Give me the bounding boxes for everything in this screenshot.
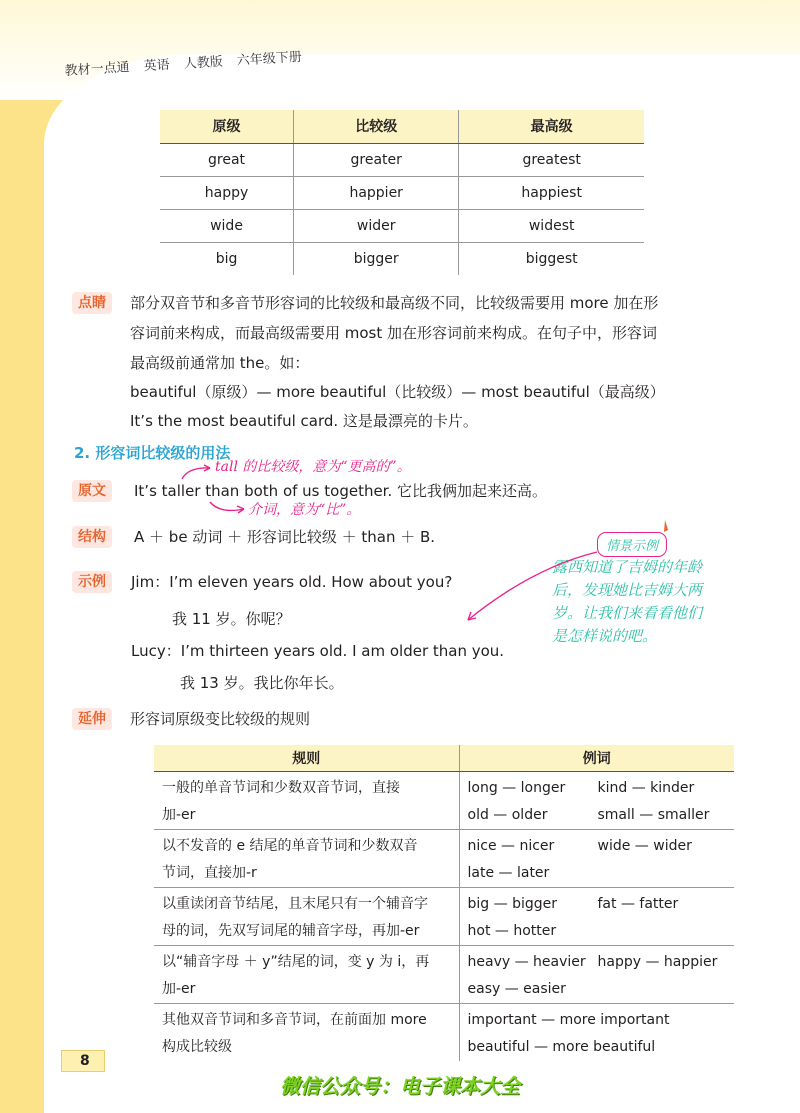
dianjing-tag: 点睛: [72, 292, 112, 314]
example-word: heavy — heavier: [467, 953, 586, 970]
table-cell: happiest: [459, 176, 644, 209]
yanshen-tag: 延伸: [72, 708, 112, 730]
example-word: beautiful — more beautiful: [467, 1038, 656, 1055]
table-header-row: [160, 110, 644, 143]
dianjing-line-3: 最高级前通常加 the。如：: [130, 354, 310, 372]
example-word: nice — nicer: [467, 837, 555, 854]
table-cell: widest: [459, 209, 644, 242]
scene-arrow-icon: [462, 548, 602, 628]
dianjing-example-1: beautiful（原级）— more beautiful（比较级）— most beautiful（最高级）: [130, 383, 665, 401]
rule-text: 以不发音的 e 结尾的单音节词和少数双音: [162, 837, 418, 854]
example-word: late — later: [467, 864, 550, 881]
table-cell: big: [215, 250, 238, 267]
rule-text: 以“辅音字母 ＋ y”结尾的词，变 y 为 i，再: [162, 953, 430, 970]
table-row: [154, 1003, 734, 1061]
example-word: fat — fatter: [597, 895, 679, 912]
table-cell: bigger: [294, 242, 459, 275]
table-cell: happier: [294, 176, 459, 209]
header-book: 教材一点通: [64, 60, 131, 79]
example-word: happy — happier: [597, 953, 718, 970]
rule-cell: [154, 829, 459, 887]
table-row: [160, 143, 644, 176]
rules-table: [154, 745, 734, 1061]
header-edition: 人教版: [183, 54, 224, 72]
dialogue-jim-cn: 我 11 岁。你呢？: [172, 610, 291, 628]
dianjing-line-2: 容词前来构成，而最高级需要用 most 加在形容词前来构成。在句子中，形容词: [130, 324, 658, 342]
rule-text: 构成比较级: [162, 1038, 232, 1055]
structure-formula: A ＋ be 动词 ＋ 形容词比较级 ＋ than ＋ B.: [134, 528, 436, 546]
dialogue-lucy-cn: 我 13 岁。我比你年长。: [180, 674, 344, 692]
rule-text: 母的词，先双写词尾的辅音字母，再加-er: [162, 922, 420, 939]
table-row: [160, 176, 644, 209]
table-row: [160, 209, 644, 242]
table-cell: wide: [160, 209, 294, 242]
table-row: [154, 945, 734, 1003]
table-row: [160, 242, 644, 275]
example-cell: [459, 887, 734, 945]
example-word: big — bigger: [467, 895, 557, 912]
rule-cell: [154, 945, 459, 1003]
rule-text: 加-er: [162, 980, 196, 997]
yanshen-title: 形容词原级变比较级的规则: [130, 710, 311, 728]
table-cell: biggest: [459, 242, 644, 275]
pen-mark-icon: [660, 520, 670, 536]
scene-line: 是怎样说的吧。: [552, 627, 658, 645]
table-cell: great: [160, 143, 294, 176]
example-word: long — longer: [467, 779, 566, 796]
example-word: kind — kinder: [597, 779, 695, 796]
table-row: [154, 887, 734, 945]
example-word: wide — wider: [597, 837, 692, 854]
column-header: 原级: [160, 110, 294, 143]
example-cell: [459, 771, 734, 829]
rule-cell: [154, 1003, 459, 1061]
rule-cell: [154, 771, 459, 829]
footer-watermark: 微信公众号：电子课本大全: [280, 1074, 520, 1098]
header-grade: 六年级下册: [236, 49, 303, 69]
page-number: 8: [61, 1050, 105, 1072]
rule-text: 一般的单音节词和少数双音节词，直接: [162, 779, 400, 796]
column-header: 比较级: [294, 110, 459, 143]
shili-tag: 示例: [72, 571, 112, 593]
rule-text: 节词，直接加-r: [162, 864, 257, 881]
scene-tag: 情景示例: [597, 532, 667, 557]
section-title: 2. 形容词比较级的用法: [74, 444, 231, 462]
example-word: easy — easier: [467, 980, 566, 997]
dialogue-jim-en: Jim：I’m eleven years old. How about you?: [131, 573, 453, 591]
degree-table: [160, 110, 644, 275]
annotation-arrows: [170, 455, 290, 525]
table-header-row: [154, 745, 734, 771]
example-cell: [459, 829, 734, 887]
column-header: 最高级: [459, 110, 644, 143]
table-row: [154, 771, 734, 829]
example-word: hot — hotter: [467, 922, 557, 939]
yuanwen-sentence: It’s taller than both of us together. 它比我俩加起来还高。: [134, 482, 548, 500]
annotation-taller: tall 的比较级，意为“更高的”。: [215, 459, 411, 475]
example-word: small — smaller: [597, 806, 710, 823]
scene-line: 后，发现她比吉姆大两: [552, 581, 703, 599]
column-header: 规则: [154, 745, 459, 771]
dialogue-lucy-en: Lucy：I’m thirteen years old. I am older than you.: [131, 642, 505, 660]
table-cell: greater: [294, 143, 459, 176]
rule-text: 其他双音节词和多音节词，在前面加 more: [162, 1011, 427, 1028]
example-cell: [459, 945, 734, 1003]
table-cell: wider: [294, 209, 459, 242]
rule-cell: [154, 887, 459, 945]
example-word: old — older: [467, 806, 548, 823]
example-word: important — more important: [467, 1011, 670, 1028]
yuanwen-tag: 原文: [72, 480, 112, 502]
dianjing-line-1: 部分双音节和多音节形容词的比较级和最高级不同，比较级需要用 more 加在形: [130, 294, 659, 312]
table-row: [154, 829, 734, 887]
header-subject: 英语: [143, 57, 171, 75]
table-cell: happy: [160, 176, 294, 209]
example-cell: [459, 1003, 734, 1061]
column-header: 例词: [459, 745, 734, 771]
scene-line: 岁。让我们来看看他们: [552, 604, 703, 622]
jiegou-tag: 结构: [72, 526, 112, 548]
table-cell: greatest: [459, 143, 644, 176]
dianjing-example-2: It’s the most beautiful card. 这是最漂亮的卡片。: [130, 412, 478, 430]
scene-line: 露西知道了吉姆的年龄: [552, 558, 703, 576]
rule-text: 加-er: [162, 806, 196, 823]
annotation-than: 介词，意为“比”。: [248, 502, 361, 518]
rule-text: 以重读闭音节结尾，且末尾只有一个辅音字: [162, 895, 428, 912]
